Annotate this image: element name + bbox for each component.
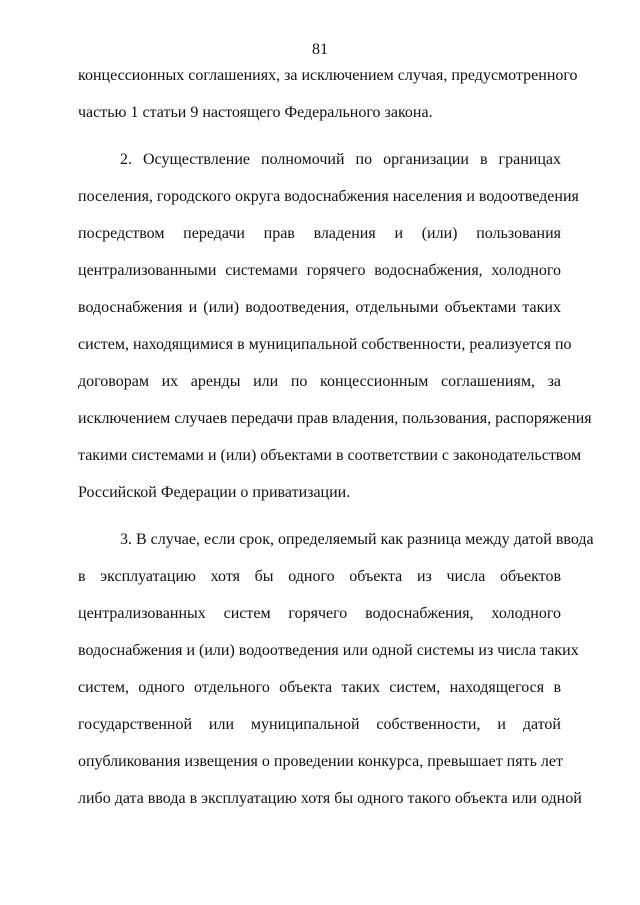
text-line: государственной или муниципальной собственности, и датой xyxy=(78,716,561,733)
text-line: водоснабжения и (или) водоотведения, отдельными объектами таких xyxy=(78,299,561,316)
paragraph-3-start: 3. В случае, если срок, определяемый как разница между датой ввода xyxy=(120,531,594,548)
text-line: систем, одного отдельного объекта таких систем, находящегося в xyxy=(78,679,561,696)
text-line: в эксплуатацию хотя бы одного объекта из числа объектов xyxy=(78,568,561,585)
text-line: частью 1 статьи 9 настоящего Федерального закона. xyxy=(78,104,433,121)
text-line: либо дата ввода в эксплуатацию хотя бы одного такого объекта или одной xyxy=(78,790,582,807)
page-number: 81 xyxy=(312,41,328,58)
text-line: исключением случаев передачи прав владения, пользования, распоряжения xyxy=(78,410,592,427)
text-line: систем, находящимися в муниципальной собственности, реализуется по xyxy=(78,336,572,353)
text-line: посредством передачи прав владения и (или) пользования xyxy=(78,225,561,242)
document-body xyxy=(78,66,594,826)
text-line: опубликования извещения о проведении конкурса, превышает пять лет xyxy=(78,753,563,770)
text-line: централизованных систем горячего водоснабжения, холодного xyxy=(78,605,561,622)
paragraph-2-start: 2. Осуществление полномочий по организации в границах xyxy=(120,151,561,168)
text-line: Российской Федерации о приватизации. xyxy=(78,484,351,501)
text-line: водоснабжения и (или) водоотведения или одной системы из числа таких xyxy=(78,642,579,659)
text-line: концессионных соглашениях, за исключением случая, предусмотренного xyxy=(78,67,578,84)
text-line: централизованными системами горячего водоснабжения, холодного xyxy=(78,262,561,279)
text-line: такими системами и (или) объектами в соответствии с законодательством xyxy=(78,447,582,464)
text-line: договорам их аренды или по концессионным соглашениям, за xyxy=(78,373,561,390)
text-line: поселения, городского округа водоснабжения населения и водоотведения xyxy=(78,188,579,205)
